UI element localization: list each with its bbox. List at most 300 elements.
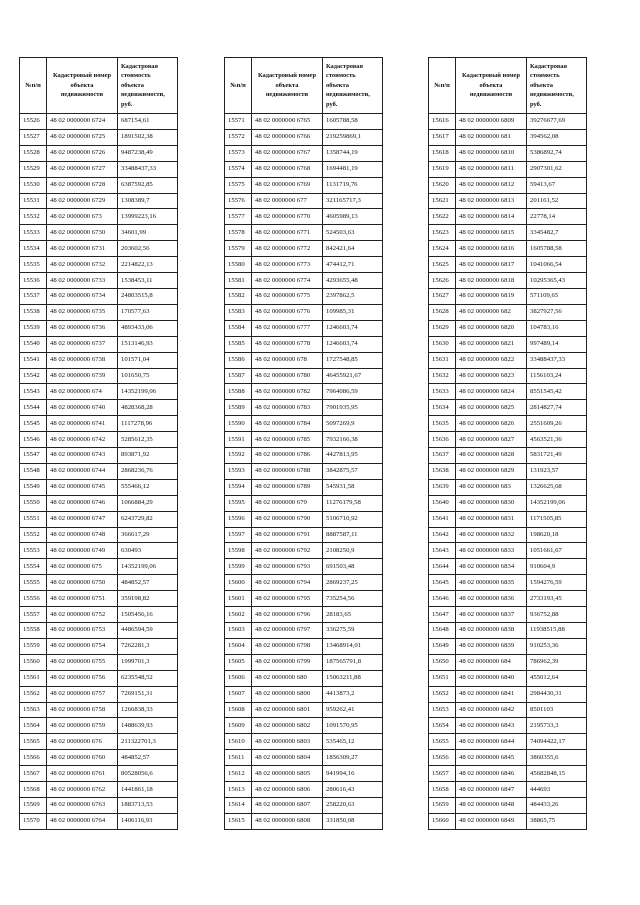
cadastral-value-cell: 910604,9 bbox=[527, 559, 587, 575]
cadastral-number-cell: 48 02 0000000 6730 bbox=[47, 225, 118, 241]
table-row bbox=[20, 273, 178, 289]
cadastral-number-cell: 48 02 0000000 6732 bbox=[47, 257, 118, 273]
row-number-cell: 15566 bbox=[20, 750, 47, 766]
row-number-cell: 15624 bbox=[429, 241, 456, 257]
row-number-cell: 15605 bbox=[225, 654, 252, 670]
cadastral-number-cell: 48 02 0000000 680 bbox=[252, 670, 323, 686]
cadastral-value-cell: 910253,36 bbox=[527, 638, 587, 654]
cadastral-number-cell: 48 02 0000000 6758 bbox=[47, 702, 118, 718]
cadastral-number-cell: 48 02 0000000 6748 bbox=[47, 527, 118, 543]
cadastral-number-cell: 48 02 0000000 6759 bbox=[47, 718, 118, 734]
table-row bbox=[429, 527, 587, 543]
row-number-cell: 15543 bbox=[20, 384, 47, 400]
table-row bbox=[20, 543, 178, 559]
cadastral-value-cell: 524503,63 bbox=[323, 225, 383, 241]
cadastral-number-cell: 48 02 0000000 6774 bbox=[252, 273, 323, 289]
cadastral-value-cell: 959262,41 bbox=[323, 702, 383, 718]
cadastral-number-cell: 48 02 0000000 6727 bbox=[47, 161, 118, 177]
table-row bbox=[225, 273, 383, 289]
cadastral-number-cell: 48 02 0000000 6736 bbox=[47, 320, 118, 336]
cadastral-value-cell: 203602,56 bbox=[118, 241, 178, 257]
cadastral-value-cell: 394562,08 bbox=[527, 129, 587, 145]
row-number-cell: 15564 bbox=[20, 718, 47, 734]
table-row bbox=[429, 273, 587, 289]
table-row bbox=[429, 543, 587, 559]
row-number-cell: 15632 bbox=[429, 368, 456, 384]
cadastral-number-cell: 48 02 0000000 6742 bbox=[47, 432, 118, 448]
cadastral-number-cell: 48 02 0000000 6795 bbox=[252, 591, 323, 607]
cadastral-value-cell: 34601,99 bbox=[118, 225, 178, 241]
cadastral-value-cell: 1326625,68 bbox=[527, 479, 587, 495]
row-number-cell: 15531 bbox=[20, 193, 47, 209]
row-number-cell: 15545 bbox=[20, 416, 47, 432]
table-row bbox=[20, 400, 178, 416]
table-row bbox=[429, 607, 587, 623]
cadastral-number-cell: 48 02 0000000 6811 bbox=[456, 161, 527, 177]
cadastral-value-cell: 104783,16 bbox=[527, 320, 587, 336]
row-number-cell: 15565 bbox=[20, 734, 47, 750]
table-row bbox=[20, 718, 178, 734]
cadastral-number-cell: 48 02 0000000 678 bbox=[252, 352, 323, 368]
table-row bbox=[429, 400, 587, 416]
table-row bbox=[20, 591, 178, 607]
cadastral-number-cell: 48 02 0000000 6847 bbox=[456, 782, 527, 798]
cadastral-number-cell: 48 02 0000000 6738 bbox=[47, 352, 118, 368]
cadastral-value-cell: 1891502,38 bbox=[118, 129, 178, 145]
cadastral-value-cell: 45682848,15 bbox=[527, 766, 587, 782]
row-number-cell: 15541 bbox=[20, 352, 47, 368]
row-number-cell: 15636 bbox=[429, 432, 456, 448]
table-row bbox=[20, 479, 178, 495]
cadastral-value-cell: 33488437,33 bbox=[527, 352, 587, 368]
row-number-cell: 15612 bbox=[225, 766, 252, 782]
cadastral-number-cell: 48 02 0000000 6740 bbox=[47, 400, 118, 416]
row-number-cell: 15556 bbox=[20, 591, 47, 607]
table-row bbox=[20, 241, 178, 257]
row-number-cell: 15558 bbox=[20, 623, 47, 639]
cadastral-number-cell: 48 02 0000000 6785 bbox=[252, 432, 323, 448]
cadastral-value-cell: 3860355,6 bbox=[527, 750, 587, 766]
cadastral-value-cell: 3827927,56 bbox=[527, 304, 587, 320]
cadastral-value-cell: 630493 bbox=[118, 543, 178, 559]
row-number-cell: 15604 bbox=[225, 638, 252, 654]
cadastral-value-cell: 4427813,95 bbox=[323, 448, 383, 464]
row-number-cell: 15619 bbox=[429, 161, 456, 177]
row-number-cell: 15583 bbox=[225, 304, 252, 320]
cadastral-number-cell: 48 02 0000000 6754 bbox=[47, 638, 118, 654]
row-number-cell: 15611 bbox=[225, 750, 252, 766]
cadastral-value-cell: 4828368,28 bbox=[118, 400, 178, 416]
cadastral-number-cell: 48 02 0000000 6741 bbox=[47, 416, 118, 432]
cadastral-value-cell: 3842875,57 bbox=[323, 463, 383, 479]
cadastral-value-cell: 2108250,9 bbox=[323, 543, 383, 559]
cadastral-number-cell: 48 02 0000000 6837 bbox=[456, 607, 527, 623]
table-row bbox=[429, 352, 587, 368]
cadastral-number-cell: 48 02 0000000 674 bbox=[47, 384, 118, 400]
cadastral-number-cell: 48 02 0000000 6728 bbox=[47, 177, 118, 193]
cadastral-value-cell: 33488437,33 bbox=[118, 161, 178, 177]
cadastral-number-cell: 48 02 0000000 6747 bbox=[47, 511, 118, 527]
cadastral-value-cell: 2195733,3 bbox=[527, 718, 587, 734]
row-number-cell: 15596 bbox=[225, 511, 252, 527]
table-row bbox=[429, 384, 587, 400]
cadastral-value-cell: 1041066,54 bbox=[527, 257, 587, 273]
cadastral-number-cell: 48 02 0000000 6814 bbox=[456, 209, 527, 225]
table-row bbox=[225, 368, 383, 384]
table-row bbox=[20, 623, 178, 639]
row-number-cell: 15639 bbox=[429, 479, 456, 495]
table-row bbox=[429, 591, 587, 607]
cadastral-value-cell: 219259869,1 bbox=[323, 129, 383, 145]
cadastral-number-cell: 48 02 0000000 6793 bbox=[252, 559, 323, 575]
cadastral-number-cell: 48 02 0000000 6840 bbox=[456, 670, 527, 686]
table-row bbox=[429, 575, 587, 591]
cadastral-value-cell: 38865,75 bbox=[527, 813, 587, 829]
table-row bbox=[225, 145, 383, 161]
cadastral-number-cell: 48 02 0000000 6761 bbox=[47, 766, 118, 782]
table-row bbox=[225, 670, 383, 686]
cadastral-value-cell: 535465,12 bbox=[323, 734, 383, 750]
cadastral-value-cell: 198620,18 bbox=[527, 527, 587, 543]
table-row bbox=[429, 670, 587, 686]
cadastral-value-cell: 14352199,06 bbox=[118, 559, 178, 575]
cadastral-value-cell: 13999223,16 bbox=[118, 209, 178, 225]
cadastral-value-cell: 80528056,6 bbox=[118, 766, 178, 782]
cadastral-number-cell: 48 02 0000000 6737 bbox=[47, 336, 118, 352]
cadastral-number-cell: 48 02 0000000 6773 bbox=[252, 257, 323, 273]
row-number-cell: 15640 bbox=[429, 495, 456, 511]
row-number-cell: 15580 bbox=[225, 257, 252, 273]
row-number-cell: 15555 bbox=[20, 575, 47, 591]
cadastral-value-cell: 1513146,93 bbox=[118, 336, 178, 352]
cadastral-value-cell: 8501103 bbox=[527, 702, 587, 718]
row-number-cell: 15590 bbox=[225, 416, 252, 432]
row-number-cell: 15544 bbox=[20, 400, 47, 416]
row-number-cell: 15614 bbox=[225, 797, 252, 813]
cadastral-value-cell: 4486594,59 bbox=[118, 623, 178, 639]
cadastral-number-cell: 48 02 0000000 6762 bbox=[47, 782, 118, 798]
cadastral-value-cell: 571109,65 bbox=[527, 288, 587, 304]
cadastral-value-cell: 1605788,58 bbox=[323, 114, 383, 130]
row-number-cell: 15620 bbox=[429, 177, 456, 193]
cadastral-number-cell: 48 02 0000000 6804 bbox=[252, 750, 323, 766]
cadastral-value-cell: 5106710,92 bbox=[323, 511, 383, 527]
cadastral-value-cell: 6243729,82 bbox=[118, 511, 178, 527]
cadastral-number-cell: 48 02 0000000 6823 bbox=[456, 368, 527, 384]
table-row bbox=[225, 797, 383, 813]
table-row bbox=[20, 129, 178, 145]
cadastral-number-cell: 48 02 0000000 683 bbox=[456, 479, 527, 495]
row-number-cell: 15653 bbox=[429, 702, 456, 718]
row-number-cell: 15645 bbox=[429, 575, 456, 591]
row-number-cell: 15613 bbox=[225, 782, 252, 798]
cadastral-value-cell: 1131719,76 bbox=[323, 177, 383, 193]
row-number-cell: 15654 bbox=[429, 718, 456, 734]
table-row bbox=[20, 193, 178, 209]
cadastral-value-cell: 2733193,45 bbox=[527, 591, 587, 607]
row-number-cell: 15567 bbox=[20, 766, 47, 782]
cadastral-number-cell: 48 02 0000000 6783 bbox=[252, 400, 323, 416]
table-row bbox=[20, 432, 178, 448]
row-number-cell: 15540 bbox=[20, 336, 47, 352]
cadastral-value-cell: 1308389,7 bbox=[118, 193, 178, 209]
cadastral-number-cell: 48 02 0000000 6831 bbox=[456, 511, 527, 527]
cadastral-value-cell: 1488639,93 bbox=[118, 718, 178, 734]
table-row bbox=[429, 257, 587, 273]
cadastral-number-cell: 48 02 0000000 6826 bbox=[456, 416, 527, 432]
row-number-cell: 15655 bbox=[429, 734, 456, 750]
table-row bbox=[429, 654, 587, 670]
row-number-cell: 15629 bbox=[429, 320, 456, 336]
cadastral-value-cell: 46455921,67 bbox=[323, 368, 383, 384]
header-row bbox=[225, 58, 383, 114]
cadastral-number-cell: 48 02 0000000 6782 bbox=[252, 384, 323, 400]
header-number: №п/п bbox=[429, 58, 456, 114]
cadastral-number-cell: 48 02 0000000 6766 bbox=[252, 129, 323, 145]
row-number-cell: 15529 bbox=[20, 161, 47, 177]
cadastral-number-cell: 48 02 0000000 6788 bbox=[252, 463, 323, 479]
cadastral-value-cell: 7932166,38 bbox=[323, 432, 383, 448]
table-row bbox=[20, 114, 178, 130]
row-number-cell: 15659 bbox=[429, 797, 456, 813]
row-number-cell: 15647 bbox=[429, 607, 456, 623]
cadastral-number-cell: 48 02 0000000 6755 bbox=[47, 654, 118, 670]
cadastral-value-cell: 2907301,62 bbox=[527, 161, 587, 177]
row-number-cell: 15610 bbox=[225, 734, 252, 750]
row-number-cell: 15549 bbox=[20, 479, 47, 495]
cadastral-value-cell: 7964086,59 bbox=[323, 384, 383, 400]
table-row bbox=[225, 161, 383, 177]
row-number-cell: 15602 bbox=[225, 607, 252, 623]
cadastral-value-cell: 997489,14 bbox=[527, 336, 587, 352]
table-row bbox=[429, 193, 587, 209]
row-number-cell: 15658 bbox=[429, 782, 456, 798]
cadastral-number-cell: 48 02 0000000 6746 bbox=[47, 495, 118, 511]
table-row bbox=[429, 432, 587, 448]
cadastral-number-cell: 48 02 0000000 6841 bbox=[456, 686, 527, 702]
cadastral-value-cell: 786962,39 bbox=[527, 654, 587, 670]
cadastral-value-cell: 13468914,01 bbox=[323, 638, 383, 654]
cadastral-number-cell: 48 02 0000000 6749 bbox=[47, 543, 118, 559]
table-row bbox=[429, 797, 587, 813]
table-row bbox=[20, 257, 178, 273]
cadastral-value-cell: 14352199,06 bbox=[118, 384, 178, 400]
row-number-cell: 15625 bbox=[429, 257, 456, 273]
header-cadastral-number: Кадастровый номер объекта недвижимости bbox=[456, 58, 527, 114]
cadastral-value-cell: 359198,82 bbox=[118, 591, 178, 607]
cadastral-number-cell: 48 02 0000000 6805 bbox=[252, 766, 323, 782]
cadastral-value-cell: 101650,75 bbox=[118, 368, 178, 384]
cadastral-value-cell: 7901935,95 bbox=[323, 400, 383, 416]
cadastral-value-cell: 331850,08 bbox=[323, 813, 383, 829]
table-row bbox=[225, 432, 383, 448]
cadastral-value-cell: 1441861,18 bbox=[118, 782, 178, 798]
table-row bbox=[20, 288, 178, 304]
cadastral-value-cell: 6235548,52 bbox=[118, 670, 178, 686]
row-number-cell: 15642 bbox=[429, 527, 456, 543]
cadastral-number-cell: 48 02 0000000 6842 bbox=[456, 702, 527, 718]
table-row bbox=[20, 638, 178, 654]
table-row bbox=[225, 750, 383, 766]
row-number-cell: 15574 bbox=[225, 161, 252, 177]
table-row bbox=[225, 623, 383, 639]
cadastral-value-cell: 4893433,06 bbox=[118, 320, 178, 336]
row-number-cell: 15657 bbox=[429, 766, 456, 782]
table-row bbox=[20, 797, 178, 813]
cadastral-number-cell: 48 02 0000000 676 bbox=[47, 734, 118, 750]
cadastral-number-cell: 48 02 0000000 6780 bbox=[252, 368, 323, 384]
row-number-cell: 15622 bbox=[429, 209, 456, 225]
cadastral-value-cell: 74094422,17 bbox=[527, 734, 587, 750]
cadastral-value-cell: 444693 bbox=[527, 782, 587, 798]
cadastral-number-cell: 48 02 0000000 673 bbox=[47, 209, 118, 225]
row-number-cell: 15599 bbox=[225, 559, 252, 575]
table-row bbox=[429, 734, 587, 750]
header-cadastral-number: Кадастровый номер объекта недвижимости bbox=[47, 58, 118, 114]
cadastral-number-cell: 48 02 0000000 6846 bbox=[456, 766, 527, 782]
table-row bbox=[20, 813, 178, 829]
row-number-cell: 15551 bbox=[20, 511, 47, 527]
cadastral-number-cell: 48 02 0000000 6810 bbox=[456, 145, 527, 161]
row-number-cell: 15650 bbox=[429, 654, 456, 670]
table-row bbox=[20, 209, 178, 225]
row-number-cell: 15618 bbox=[429, 145, 456, 161]
table-row bbox=[225, 320, 383, 336]
row-number-cell: 15526 bbox=[20, 114, 47, 130]
row-number-cell: 15649 bbox=[429, 638, 456, 654]
header-row bbox=[20, 58, 178, 114]
cadastral-value-cell: 1266838,33 bbox=[118, 702, 178, 718]
row-number-cell: 15643 bbox=[429, 543, 456, 559]
row-number-cell: 15600 bbox=[225, 575, 252, 591]
row-number-cell: 15623 bbox=[429, 225, 456, 241]
cadastral-value-cell: 3345482,7 bbox=[527, 225, 587, 241]
row-number-cell: 15591 bbox=[225, 432, 252, 448]
header-cadastral-value: Кадастровая стоимость объекта недвижимости, руб. bbox=[323, 58, 383, 114]
table-row bbox=[429, 559, 587, 575]
row-number-cell: 15539 bbox=[20, 320, 47, 336]
row-number-cell: 15548 bbox=[20, 463, 47, 479]
cadastral-value-cell: 14352199,06 bbox=[527, 495, 587, 511]
table-row bbox=[225, 559, 383, 575]
cadastral-value-cell: 735254,56 bbox=[323, 591, 383, 607]
row-number-cell: 15579 bbox=[225, 241, 252, 257]
cadastral-value-cell: 1066884,29 bbox=[118, 495, 178, 511]
row-number-cell: 15528 bbox=[20, 145, 47, 161]
cadastral-number-cell: 48 02 0000000 6822 bbox=[456, 352, 527, 368]
table-row bbox=[20, 702, 178, 718]
cadastral-value-cell: 101571,04 bbox=[118, 352, 178, 368]
table-row bbox=[429, 304, 587, 320]
table-row bbox=[225, 448, 383, 464]
cadastral-value-cell: 10295365,43 bbox=[527, 273, 587, 289]
cadastral-number-cell: 48 02 0000000 6791 bbox=[252, 527, 323, 543]
cadastral-value-cell: 5097269,9 bbox=[323, 416, 383, 432]
cadastral-number-cell: 48 02 0000000 6750 bbox=[47, 575, 118, 591]
cadastral-value-cell: 1406116,93 bbox=[118, 813, 178, 829]
row-number-cell: 15607 bbox=[225, 686, 252, 702]
header-row bbox=[429, 58, 587, 114]
cadastral-value-cell: 8551545,42 bbox=[527, 384, 587, 400]
row-number-cell: 15592 bbox=[225, 448, 252, 464]
table-row bbox=[429, 479, 587, 495]
row-number-cell: 15587 bbox=[225, 368, 252, 384]
cadastral-value-cell: 7262281,3 bbox=[118, 638, 178, 654]
cadastral-value-cell: 366617,29 bbox=[118, 527, 178, 543]
table-row bbox=[429, 782, 587, 798]
cadastral-number-cell: 48 02 0000000 6725 bbox=[47, 129, 118, 145]
cadastral-number-cell: 48 02 0000000 6743 bbox=[47, 448, 118, 464]
cadastral-value-cell: 1605788,58 bbox=[527, 241, 587, 257]
cadastral-value-cell: 1505456,16 bbox=[118, 607, 178, 623]
cadastral-value-cell: 280616,43 bbox=[323, 782, 383, 798]
table-row bbox=[225, 177, 383, 193]
row-number-cell: 15638 bbox=[429, 463, 456, 479]
table-row bbox=[20, 686, 178, 702]
table-row bbox=[225, 591, 383, 607]
row-number-cell: 15560 bbox=[20, 654, 47, 670]
row-number-cell: 15603 bbox=[225, 623, 252, 639]
row-number-cell: 15538 bbox=[20, 304, 47, 320]
cadastral-value-cell: 5285612,35 bbox=[118, 432, 178, 448]
row-number-cell: 15576 bbox=[225, 193, 252, 209]
table-row bbox=[225, 352, 383, 368]
cadastral-number-cell: 48 02 0000000 6819 bbox=[456, 288, 527, 304]
table-row bbox=[429, 702, 587, 718]
cadastral-value-cell: 4605989,13 bbox=[323, 209, 383, 225]
table-row bbox=[20, 750, 178, 766]
row-number-cell: 15615 bbox=[225, 813, 252, 829]
row-number-cell: 15537 bbox=[20, 288, 47, 304]
row-number-cell: 15562 bbox=[20, 686, 47, 702]
cadastral-value-cell: 22778,14 bbox=[527, 209, 587, 225]
cadastral-value-cell: 1246603,74 bbox=[323, 336, 383, 352]
cadastral-number-cell: 48 02 0000000 6809 bbox=[456, 114, 527, 130]
cadastral-value-cell: 893871,92 bbox=[118, 448, 178, 464]
table-row bbox=[20, 495, 178, 511]
cadastral-number-cell: 48 02 0000000 6807 bbox=[252, 797, 323, 813]
table-row bbox=[429, 129, 587, 145]
table-row bbox=[20, 654, 178, 670]
row-number-cell: 15595 bbox=[225, 495, 252, 511]
table-row bbox=[225, 511, 383, 527]
cadastral-number-cell: 48 02 0000000 6801 bbox=[252, 702, 323, 718]
cadastral-number-cell: 48 02 0000000 6790 bbox=[252, 511, 323, 527]
table-row bbox=[225, 495, 383, 511]
table-row bbox=[225, 400, 383, 416]
cadastral-value-cell: 1051661,67 bbox=[527, 543, 587, 559]
table-row bbox=[225, 225, 383, 241]
cadastral-value-cell: 5831721,49 bbox=[527, 448, 587, 464]
table-row bbox=[429, 623, 587, 639]
cadastral-number-cell: 48 02 0000000 6817 bbox=[456, 257, 527, 273]
cadastral-value-cell: 484852,57 bbox=[118, 575, 178, 591]
cadastral-number-cell: 48 02 0000000 6830 bbox=[456, 495, 527, 511]
row-number-cell: 15606 bbox=[225, 670, 252, 686]
table-row bbox=[429, 463, 587, 479]
table-row bbox=[429, 416, 587, 432]
row-number-cell: 15637 bbox=[429, 448, 456, 464]
row-number-cell: 15630 bbox=[429, 336, 456, 352]
cadastral-number-cell: 48 02 0000000 6820 bbox=[456, 320, 527, 336]
cadastral-number-cell: 48 02 0000000 6764 bbox=[47, 813, 118, 829]
cadastral-value-cell: 1358744,19 bbox=[323, 145, 383, 161]
table-row bbox=[225, 288, 383, 304]
table-row bbox=[20, 766, 178, 782]
cadastral-number-cell: 48 02 0000000 6763 bbox=[47, 797, 118, 813]
table-row bbox=[225, 209, 383, 225]
row-number-cell: 15594 bbox=[225, 479, 252, 495]
